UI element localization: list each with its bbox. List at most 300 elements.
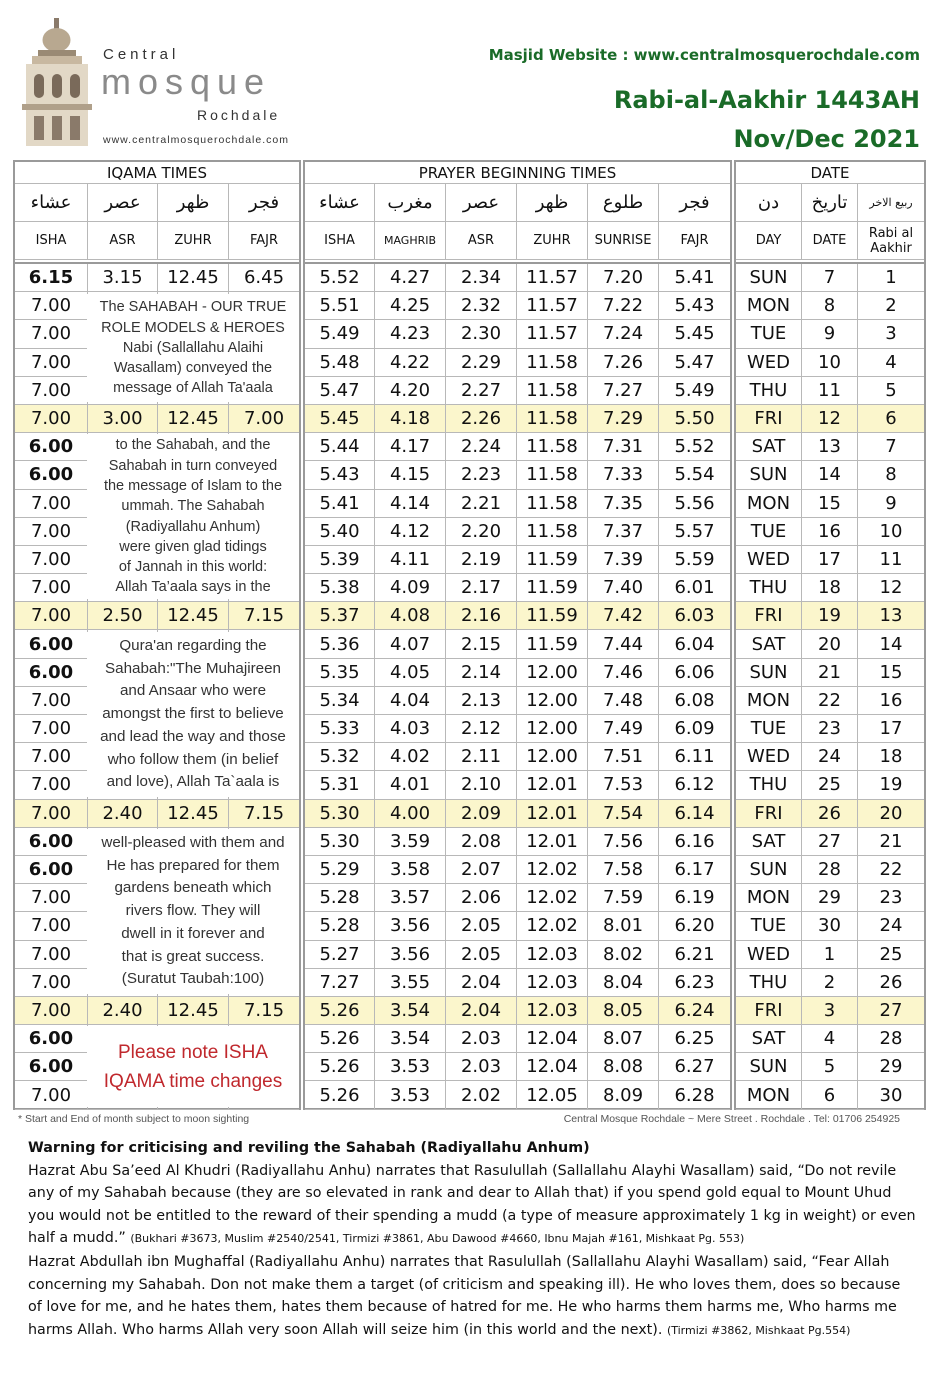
moon-sighting-note: * Start and End of month subject to moon sighting: [18, 1113, 250, 1125]
mosque-address: Central Mosque Rochdale ~ Mere Street . Rochdale . Tel: 01706 254925: [563, 1113, 900, 1125]
date-arabic-header: تاریخ: [802, 184, 858, 222]
zuhr-begin-cell: 12.05: [517, 1081, 588, 1109]
asr-begin-cell: 2.20: [446, 518, 517, 546]
sahabah-message-block: [87, 829, 299, 994]
sunrise-begin-cell: 7.31: [588, 433, 659, 461]
isha-begin-cell: 5.28: [305, 912, 375, 940]
maghrib-begin-cell: 4.15: [375, 461, 446, 489]
fajr-begin-cell: 6.16: [659, 828, 730, 856]
prayer-beginning-times-table: [303, 160, 732, 1110]
brand-url: www.centralmosquerochdale.com: [103, 134, 289, 146]
sunrise-begin-cell: 8.05: [588, 997, 659, 1025]
table-row: [736, 912, 924, 940]
table-row: [305, 715, 730, 743]
hijri-date-cell: 14: [858, 630, 924, 658]
isha-iqama-cell: 7.00: [15, 349, 88, 377]
sunrise-begin-cell: 7.54: [588, 800, 659, 828]
zuhr-begin-cell: 12.04: [517, 1025, 588, 1053]
day-cell: SUN: [736, 1053, 802, 1081]
fajr-begin-cell: 6.12: [659, 771, 730, 799]
sunrise-begin-cell: 7.24: [588, 320, 659, 348]
table-row: [305, 884, 730, 912]
sunrise-begin-cell: 7.26: [588, 349, 659, 377]
isha-begin-cell: 5.26: [305, 1081, 375, 1109]
message-line: Wasallam) conveyed the: [113, 360, 273, 377]
date-cell: 16: [802, 518, 858, 546]
table-row: [305, 433, 730, 461]
date-cell: 25: [802, 771, 858, 799]
zuhr-begin-cell: 12.00: [517, 659, 588, 687]
hijri-date-cell: 9: [858, 490, 924, 518]
maghrib-begin-cell: 4.12: [375, 518, 446, 546]
table-row: [736, 1025, 924, 1053]
fajr-begin-cell: 6.23: [659, 969, 730, 997]
hijri-date-cell: 7: [858, 433, 924, 461]
sunrise-begin-cell: 7.53: [588, 771, 659, 799]
isha-iqama-cell: 7.00: [15, 1081, 88, 1109]
table-row: [305, 969, 730, 997]
day-cell: SAT: [736, 828, 802, 856]
isha-begin-cell: 5.32: [305, 743, 375, 771]
sunrise-begin-cell: 7.33: [588, 461, 659, 489]
isha-begin-cell: 5.26: [305, 1025, 375, 1053]
sunrise-begin-cell: 8.04: [588, 969, 659, 997]
zuhr-begin-cell: 12.02: [517, 856, 588, 884]
message-line: rivers flow. They will: [125, 902, 261, 920]
table-row: [305, 912, 730, 940]
fajr-iqama-cell: 6.45: [229, 264, 299, 292]
fajr-begin-cell: 6.19: [659, 884, 730, 912]
zuhr-begin-cell: 11.57: [517, 292, 588, 320]
asr-begin-cell: 2.15: [446, 630, 517, 658]
sunrise-begin-cell: 7.59: [588, 884, 659, 912]
maghrib-begin-cell: 3.54: [375, 1025, 446, 1053]
zuhr-begin-cell: 11.58: [517, 433, 588, 461]
gregorian-month-title: Nov/Dec 2021: [733, 125, 920, 153]
hijri-date-cell: 24: [858, 912, 924, 940]
isha-iqama-cell: 6.00: [15, 828, 88, 856]
date-cell: 19: [802, 602, 858, 630]
prayer-arabic-header: مغرب: [375, 184, 446, 222]
hijri-date-cell: 29: [858, 1053, 924, 1081]
table-row: [305, 800, 730, 828]
isha-begin-cell: 5.31: [305, 771, 375, 799]
day-cell: SUN: [736, 856, 802, 884]
isha-begin-cell: 5.41: [305, 490, 375, 518]
table-row: [305, 941, 730, 969]
zuhr-begin-cell: 11.59: [517, 546, 588, 574]
hijri-date-cell: 30: [858, 1081, 924, 1109]
zuhr-begin-cell: 11.58: [517, 405, 588, 433]
isha-iqama-cell: 7.00: [15, 490, 88, 518]
fajr-begin-cell: 6.28: [659, 1081, 730, 1109]
message-line: dwell in it forever and: [121, 924, 265, 942]
asr-begin-cell: 2.13: [446, 687, 517, 715]
sunrise-begin-cell: 7.22: [588, 292, 659, 320]
prayer-arabic-header: عصر: [446, 184, 517, 222]
maghrib-begin-cell: 4.03: [375, 715, 446, 743]
hijri-date-cell: 4: [858, 349, 924, 377]
table-row: [736, 687, 924, 715]
sunrise-begin-cell: 8.09: [588, 1081, 659, 1109]
maghrib-begin-cell: 4.09: [375, 574, 446, 602]
table-row: [305, 602, 730, 630]
zuhr-begin-cell: 11.58: [517, 377, 588, 405]
table-row: [736, 743, 924, 771]
table-row: [736, 828, 924, 856]
maghrib-begin-cell: 4.25: [375, 292, 446, 320]
message-line: ummah. The Sahabah: [121, 498, 265, 515]
zuhr-begin-cell: 11.59: [517, 630, 588, 658]
asr-begin-cell: 2.16: [446, 602, 517, 630]
table-row: [305, 490, 730, 518]
isha-iqama-cell: 7.00: [15, 292, 88, 320]
prayer-arabic-header: طلوع: [588, 184, 659, 222]
day-cell: MON: [736, 687, 802, 715]
hijri-date-cell: 8: [858, 461, 924, 489]
hijri-date-cell: 5: [858, 377, 924, 405]
isha-begin-cell: 5.38: [305, 574, 375, 602]
table-row: [305, 546, 730, 574]
zuhr-begin-cell: 12.03: [517, 969, 588, 997]
day-cell: MON: [736, 490, 802, 518]
maghrib-begin-cell: 4.02: [375, 743, 446, 771]
day-cell: SUN: [736, 659, 802, 687]
table-row: [15, 405, 299, 433]
date-cell: 12: [802, 405, 858, 433]
message-line: and lead the way and those: [100, 727, 286, 745]
asr-begin-cell: 2.04: [446, 997, 517, 1025]
hijri-date-cell: 16: [858, 687, 924, 715]
isha-begin-cell: 5.29: [305, 856, 375, 884]
date-column-header: DATE: [802, 222, 858, 260]
date-cell: 15: [802, 490, 858, 518]
asr-begin-cell: 2.05: [446, 912, 517, 940]
date-table: [734, 160, 926, 1110]
sunrise-begin-cell: 7.27: [588, 377, 659, 405]
maghrib-begin-cell: 3.54: [375, 997, 446, 1025]
day-cell: SUN: [736, 461, 802, 489]
date-column-header: Rabi al Aakhir: [858, 222, 924, 260]
isha-begin-cell: 5.30: [305, 800, 375, 828]
table-row: [305, 405, 730, 433]
asr-begin-cell: 2.19: [446, 546, 517, 574]
hijri-date-cell: 6: [858, 405, 924, 433]
isha-iqama-cell: 7.00: [15, 518, 88, 546]
isha-begin-cell: 5.48: [305, 349, 375, 377]
zuhr-begin-cell: 11.59: [517, 602, 588, 630]
table-row: [736, 659, 924, 687]
asr-begin-cell: 2.24: [446, 433, 517, 461]
date-cell: 6: [802, 1081, 858, 1109]
table-row: [736, 800, 924, 828]
isha-begin-cell: 5.35: [305, 659, 375, 687]
table-row: [736, 546, 924, 574]
iqama-title: IQAMA TIMES: [15, 162, 299, 184]
isha-begin-cell: 5.33: [305, 715, 375, 743]
maghrib-begin-cell: 3.58: [375, 856, 446, 884]
isha-iqama-cell: 7.00: [15, 800, 88, 828]
minaret-logo-icon: [18, 18, 98, 146]
isha-iqama-cell: 6.00: [15, 1025, 88, 1053]
date-cell: 13: [802, 433, 858, 461]
day-cell: FRI: [736, 997, 802, 1025]
maghrib-begin-cell: 4.18: [375, 405, 446, 433]
zuhr-begin-cell: 11.58: [517, 518, 588, 546]
table-row: [305, 292, 730, 320]
prayer-column-header: MAGHRIB: [375, 222, 446, 260]
message-line: to the Sahabah, and the: [115, 437, 271, 454]
table-row: [305, 320, 730, 348]
asr-begin-cell: 2.17: [446, 574, 517, 602]
iqama-arabic-header: فجر: [229, 184, 299, 222]
fajr-begin-cell: 5.49: [659, 377, 730, 405]
fajr-iqama-cell: 7.15: [229, 602, 299, 630]
sunrise-begin-cell: 7.49: [588, 715, 659, 743]
fajr-begin-cell: 6.17: [659, 856, 730, 884]
day-cell: THU: [736, 377, 802, 405]
asr-begin-cell: 2.04: [446, 969, 517, 997]
fajr-begin-cell: 6.04: [659, 630, 730, 658]
table-row: [736, 941, 924, 969]
day-cell: TUE: [736, 715, 802, 743]
date-rows: [736, 264, 924, 1110]
table-row: [305, 997, 730, 1025]
zuhr-begin-cell: 12.03: [517, 941, 588, 969]
zuhr-iqama-cell: 12.45: [158, 997, 229, 1025]
hijri-date-cell: 20: [858, 800, 924, 828]
table-row: [305, 1025, 730, 1053]
isha-iqama-cell: 7.00: [15, 320, 88, 348]
date-cell: 5: [802, 1053, 858, 1081]
hijri-date-cell: 10: [858, 518, 924, 546]
isha-iqama-cell: 7.00: [15, 574, 88, 602]
asr-begin-cell: 2.07: [446, 856, 517, 884]
website-link[interactable]: Masjid Website : www.centralmosquerochdale.com: [488, 46, 920, 64]
sunrise-begin-cell: 8.02: [588, 941, 659, 969]
fajr-begin-cell: 5.54: [659, 461, 730, 489]
hijri-date-cell: 21: [858, 828, 924, 856]
date-cell: 21: [802, 659, 858, 687]
day-cell: WED: [736, 941, 802, 969]
maghrib-begin-cell: 3.53: [375, 1053, 446, 1081]
isha-iqama-cell: 6.00: [15, 630, 88, 658]
isha-iqama-cell: 6.00: [15, 461, 88, 489]
day-cell: WED: [736, 349, 802, 377]
date-cell: 20: [802, 630, 858, 658]
fajr-begin-cell: 5.57: [659, 518, 730, 546]
zuhr-begin-cell: 11.59: [517, 574, 588, 602]
fajr-iqama-cell: 7.00: [229, 405, 299, 433]
table-row: [736, 292, 924, 320]
isha-iqama-cell: 7.00: [15, 405, 88, 433]
sunrise-begin-cell: 8.01: [588, 912, 659, 940]
day-cell: THU: [736, 771, 802, 799]
prayer-column-header: ZUHR: [517, 222, 588, 260]
fajr-begin-cell: 6.08: [659, 687, 730, 715]
fajr-begin-cell: 6.09: [659, 715, 730, 743]
warning-section: [28, 1137, 918, 1342]
isha-begin-cell: 5.44: [305, 433, 375, 461]
asr-begin-cell: 2.02: [446, 1081, 517, 1109]
isha-iqama-cell: 6.00: [15, 856, 88, 884]
asr-begin-cell: 2.14: [446, 659, 517, 687]
message-line: gardens beneath which: [114, 879, 272, 897]
sunrise-begin-cell: 7.58: [588, 856, 659, 884]
zuhr-begin-cell: 12.01: [517, 800, 588, 828]
table-row: [736, 264, 924, 292]
message-line: Sahabah in turn conveyed: [108, 457, 278, 474]
maghrib-begin-cell: 4.05: [375, 659, 446, 687]
maghrib-begin-cell: 3.56: [375, 912, 446, 940]
table-row: [305, 1081, 730, 1109]
hijri-date-cell: 23: [858, 884, 924, 912]
asr-iqama-cell: 2.40: [88, 997, 158, 1025]
table-row: [305, 743, 730, 771]
isha-iqama-cell: 7.00: [15, 377, 88, 405]
zuhr-begin-cell: 11.57: [517, 320, 588, 348]
brand-line3: Rochdale: [197, 107, 281, 123]
hijri-date-cell: 22: [858, 856, 924, 884]
message-line: were given glad tidings: [119, 538, 267, 555]
fajr-begin-cell: 5.45: [659, 320, 730, 348]
isha-begin-cell: 5.30: [305, 828, 375, 856]
zuhr-begin-cell: 12.00: [517, 687, 588, 715]
isha-iqama-cell: 7.00: [15, 997, 88, 1025]
prayer-column-header: ASR: [446, 222, 517, 260]
warning-title: Warning for criticising and reviling the Sahabah (Radiyallahu Anhum): [28, 1140, 590, 1156]
fajr-begin-cell: 5.41: [659, 264, 730, 292]
isha-iqama-cell: 7.00: [15, 771, 88, 799]
prayer-arabic-header: فجر: [659, 184, 730, 222]
isha-iqama-cell: 7.00: [15, 941, 88, 969]
hijri-date-cell: 25: [858, 941, 924, 969]
isha-iqama-cell: 7.00: [15, 546, 88, 574]
asr-begin-cell: 2.34: [446, 264, 517, 292]
fajr-begin-cell: 6.24: [659, 997, 730, 1025]
hijri-date-cell: 13: [858, 602, 924, 630]
isha-begin-cell: 5.39: [305, 546, 375, 574]
maghrib-begin-cell: 4.20: [375, 377, 446, 405]
fajr-begin-cell: 5.59: [659, 546, 730, 574]
date-cell: 4: [802, 1025, 858, 1053]
hijri-date-cell: 1: [858, 264, 924, 292]
zuhr-begin-cell: 11.58: [517, 461, 588, 489]
message-line: Nabi (Sallallahu Alaihi: [122, 339, 264, 356]
message-line: (Suratut Taubah:100): [121, 970, 265, 988]
hijri-date-cell: 26: [858, 969, 924, 997]
asr-begin-cell: 2.12: [446, 715, 517, 743]
asr-begin-cell: 2.32: [446, 292, 517, 320]
isha-iqama-notice: Please note ISHA IQAMA time changes: [87, 1026, 299, 1107]
sunrise-begin-cell: 7.46: [588, 659, 659, 687]
asr-begin-cell: 2.26: [446, 405, 517, 433]
hijri-date-cell: 11: [858, 546, 924, 574]
table-row: [305, 1053, 730, 1081]
table-row: [736, 771, 924, 799]
day-cell: SUN: [736, 264, 802, 292]
table-row: [305, 574, 730, 602]
date-cell: 17: [802, 546, 858, 574]
message-line: and Ansaar who were: [119, 682, 267, 700]
fajr-begin-cell: 5.43: [659, 292, 730, 320]
fajr-begin-cell: 6.01: [659, 574, 730, 602]
sahabah-message-block: [87, 434, 299, 599]
table-row: [305, 630, 730, 658]
zuhr-begin-cell: 12.04: [517, 1053, 588, 1081]
iqama-column-header: ISHA: [15, 222, 88, 260]
isha-begin-cell: 5.52: [305, 264, 375, 292]
asr-begin-cell: 2.09: [446, 800, 517, 828]
asr-begin-cell: 2.11: [446, 743, 517, 771]
prayer-column-header: ISHA: [305, 222, 375, 260]
iqama-arabic-header: عشاء: [15, 184, 88, 222]
table-row: [736, 377, 924, 405]
zuhr-iqama-cell: 12.45: [158, 264, 229, 292]
table-row: [736, 320, 924, 348]
iqama-column-header: FAJR: [229, 222, 299, 260]
hijri-date-cell: 2: [858, 292, 924, 320]
fajr-begin-cell: 5.52: [659, 433, 730, 461]
sunrise-begin-cell: 7.56: [588, 828, 659, 856]
table-row: [736, 1053, 924, 1081]
fajr-begin-cell: 6.11: [659, 743, 730, 771]
date-cell: 18: [802, 574, 858, 602]
maghrib-begin-cell: 3.55: [375, 969, 446, 997]
sunrise-begin-cell: 7.37: [588, 518, 659, 546]
maghrib-begin-cell: 4.07: [375, 630, 446, 658]
fajr-begin-cell: 5.50: [659, 405, 730, 433]
table-row: [305, 659, 730, 687]
brand-line2: mosque: [101, 61, 272, 102]
message-line: He has prepared for them: [106, 856, 280, 874]
message-line: Sahabah:"The Muhajireen: [105, 659, 281, 677]
table-row: [736, 1081, 924, 1109]
zuhr-begin-cell: 11.58: [517, 490, 588, 518]
maghrib-begin-cell: 4.17: [375, 433, 446, 461]
table-row: [305, 264, 730, 292]
isha-begin-cell: 5.45: [305, 405, 375, 433]
fajr-begin-cell: 6.06: [659, 659, 730, 687]
table-row: [305, 518, 730, 546]
fajr-begin-cell: 5.47: [659, 349, 730, 377]
isha-begin-cell: 5.40: [305, 518, 375, 546]
isha-iqama-cell: 7.00: [15, 884, 88, 912]
message-line: that is great success.: [121, 947, 265, 965]
asr-begin-cell: 2.08: [446, 828, 517, 856]
maghrib-begin-cell: 3.56: [375, 941, 446, 969]
maghrib-begin-cell: 4.00: [375, 800, 446, 828]
day-cell: WED: [736, 743, 802, 771]
zuhr-iqama-cell: 12.45: [158, 405, 229, 433]
hijri-date-cell: 27: [858, 997, 924, 1025]
date-cell: 8: [802, 292, 858, 320]
date-cell: 14: [802, 461, 858, 489]
sunrise-begin-cell: 7.29: [588, 405, 659, 433]
isha-begin-cell: 5.51: [305, 292, 375, 320]
maghrib-begin-cell: 4.11: [375, 546, 446, 574]
asr-iqama-cell: 3.00: [88, 405, 158, 433]
message-line: Qura'an regarding the: [119, 636, 267, 654]
sunrise-begin-cell: 7.39: [588, 546, 659, 574]
table-row: [305, 461, 730, 489]
zuhr-iqama-cell: 12.45: [158, 602, 229, 630]
zuhr-begin-cell: 12.00: [517, 743, 588, 771]
zuhr-begin-cell: 12.02: [517, 912, 588, 940]
zuhr-begin-cell: 11.58: [517, 349, 588, 377]
iqama-arabic-header: ظهر: [158, 184, 229, 222]
asr-iqama-cell: 3.15: [88, 264, 158, 292]
